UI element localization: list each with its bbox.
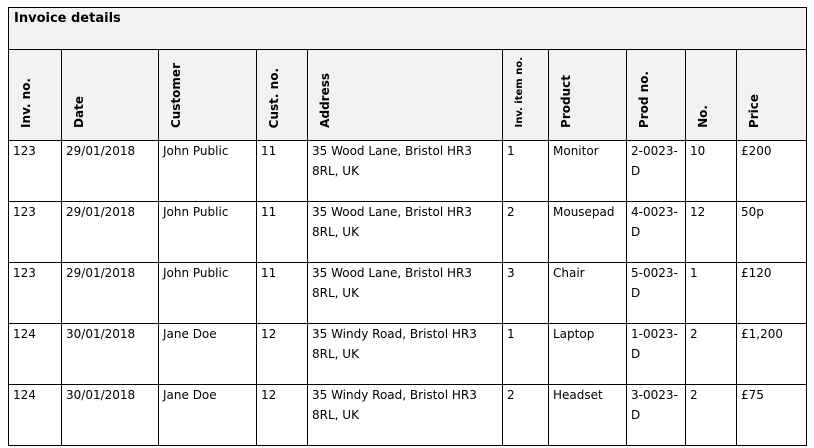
cell-inv-no: 123 xyxy=(9,141,62,202)
cell-cust-no: 12 xyxy=(257,385,308,446)
cell-address: 35 Windy Road, Bristol HR3 8RL, UK xyxy=(308,324,503,385)
cell-date: 29/01/2018 xyxy=(62,263,159,324)
cell-price: £200 xyxy=(737,141,807,202)
cell-customer: Jane Doe xyxy=(159,324,257,385)
table-row xyxy=(9,141,807,202)
cell-prod-no: 3-0023-D xyxy=(627,385,686,446)
cell-no: 2 xyxy=(686,385,737,446)
cell-inv-item-no: 2 xyxy=(503,385,549,446)
cell-address: 35 Wood Lane, Bristol HR3 8RL, UK xyxy=(308,202,503,263)
cell-inv-item-no: 1 xyxy=(503,324,549,385)
cell-product: Mousepad xyxy=(549,202,627,263)
cell-address: 35 Wood Lane, Bristol HR3 8RL, UK xyxy=(308,263,503,324)
cell-no: 2 xyxy=(686,324,737,385)
cell-inv-item-no: 1 xyxy=(503,141,549,202)
cell-inv-no: 124 xyxy=(9,385,62,446)
cell-price: 50p xyxy=(737,202,807,263)
column-header-cust-no: Cust. no. xyxy=(257,50,308,141)
cell-price: £75 xyxy=(737,385,807,446)
cell-date: 29/01/2018 xyxy=(62,141,159,202)
cell-cust-no: 11 xyxy=(257,202,308,263)
cell-inv-no: 123 xyxy=(9,263,62,324)
invoice-table xyxy=(8,7,807,446)
cell-address: 35 Wood Lane, Bristol HR3 8RL, UK xyxy=(308,141,503,202)
cell-date: 30/01/2018 xyxy=(62,385,159,446)
cell-product: Headset xyxy=(549,385,627,446)
cell-inv-no: 123 xyxy=(9,202,62,263)
column-header-row xyxy=(9,50,807,141)
cell-customer: John Public xyxy=(159,141,257,202)
cell-prod-no: 4-0023-D xyxy=(627,202,686,263)
cell-product: Monitor xyxy=(549,141,627,202)
cell-no: 1 xyxy=(686,263,737,324)
column-header-date: Date xyxy=(62,50,159,141)
cell-price: £1,200 xyxy=(737,324,807,385)
column-header-product: Product xyxy=(549,50,627,141)
cell-prod-no: 2-0023-D xyxy=(627,141,686,202)
cell-inv-item-no: 2 xyxy=(503,202,549,263)
table-row xyxy=(9,263,807,324)
cell-product: Chair xyxy=(549,263,627,324)
column-header-prod-no: Prod no. xyxy=(627,50,686,141)
table-row xyxy=(9,385,807,446)
cell-date: 29/01/2018 xyxy=(62,202,159,263)
cell-no: 12 xyxy=(686,202,737,263)
cell-prod-no: 1-0023-D xyxy=(627,324,686,385)
cell-customer: John Public xyxy=(159,202,257,263)
column-header-no: No. xyxy=(686,50,737,141)
column-header-address: Address xyxy=(308,50,503,141)
cell-cust-no: 11 xyxy=(257,141,308,202)
table-row xyxy=(9,324,807,385)
column-header-customer: Customer xyxy=(159,50,257,141)
cell-address: 35 Windy Road, Bristol HR3 8RL, UK xyxy=(308,385,503,446)
cell-inv-item-no: 3 xyxy=(503,263,549,324)
cell-cust-no: 12 xyxy=(257,324,308,385)
cell-prod-no: 5-0023-D xyxy=(627,263,686,324)
cell-customer: Jane Doe xyxy=(159,385,257,446)
cell-price: £120 xyxy=(737,263,807,324)
table-row xyxy=(9,202,807,263)
column-header-inv-item-no: Inv. item no. xyxy=(503,50,549,141)
cell-inv-no: 124 xyxy=(9,324,62,385)
column-header-price: Price xyxy=(737,50,807,141)
table-title: Invoice details xyxy=(9,8,807,50)
column-header-inv-no: Inv. no. xyxy=(9,50,62,141)
cell-customer: John Public xyxy=(159,263,257,324)
cell-product: Laptop xyxy=(549,324,627,385)
cell-no: 10 xyxy=(686,141,737,202)
cell-date: 30/01/2018 xyxy=(62,324,159,385)
cell-cust-no: 11 xyxy=(257,263,308,324)
